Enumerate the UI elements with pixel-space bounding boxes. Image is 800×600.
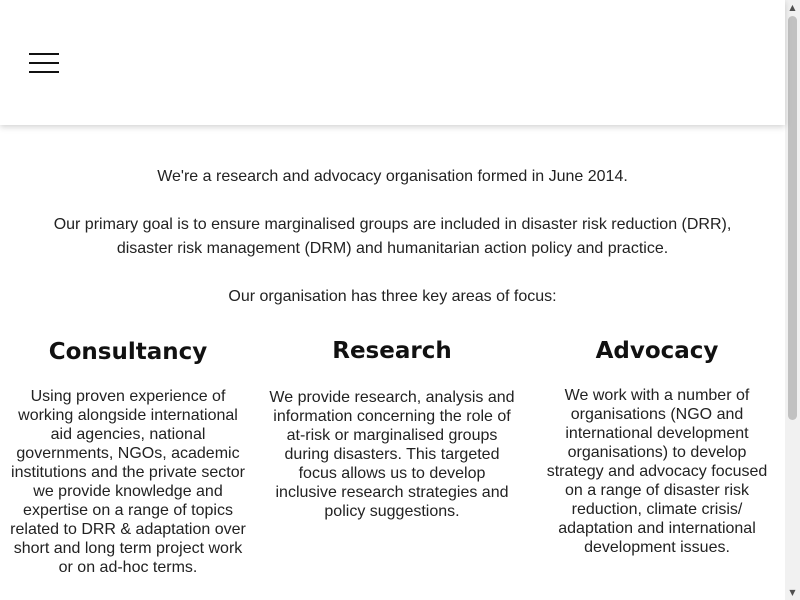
- main-content: [0, 125, 785, 600]
- intro-text: We're a research and advocacy organisation formed in June 2014.: [157, 168, 628, 185]
- description-line: policy suggestions.: [324, 503, 460, 520]
- description-line: governments, NGOs, academic: [16, 445, 240, 462]
- menu-bar-bottom: [29, 71, 59, 73]
- focus-intro-text: Our organisation has three key areas of focus:: [228, 288, 557, 305]
- area-description-advocacy: [532, 386, 782, 557]
- description-line: expertise on a range of topics: [23, 502, 233, 519]
- description-line: at-risk or marginalised groups: [286, 427, 498, 444]
- description-line: we provide knowledge and: [33, 483, 223, 500]
- hamburger-menu-icon[interactable]: [29, 53, 59, 73]
- arrow-down-icon[interactable]: ▼: [789, 588, 796, 597]
- description-line: We work with a number of: [564, 387, 750, 404]
- description-line: information concerning the role of: [273, 408, 511, 425]
- vertical-scrollbar[interactable]: [785, 0, 800, 600]
- description-line: working alongside international: [18, 407, 238, 424]
- description-line: reduction, climate crisis/: [571, 501, 743, 518]
- area-title-consultancy: Consultancy: [48, 339, 208, 365]
- area-advocacy: [532, 336, 782, 557]
- description-line: focus allows us to develop: [298, 465, 486, 482]
- site-header: [0, 0, 785, 125]
- description-line: strategy and advocacy focused: [546, 463, 768, 480]
- description-line: short and long term project work: [13, 540, 243, 557]
- description-line: inclusive research strategies and: [275, 484, 509, 501]
- scrollbar-thumb[interactable]: [788, 16, 797, 420]
- description-line: adaptation and international: [558, 520, 756, 537]
- goal-text-line-1: Our primary goal is to ensure marginalised groups are included in disaster risk reduction (DRR),: [53, 216, 732, 233]
- description-line: development issues.: [584, 539, 730, 556]
- description-line: or on ad-hoc terms.: [58, 559, 198, 576]
- area-title-advocacy: Advocacy: [595, 338, 719, 364]
- area-description-research: [267, 388, 517, 521]
- goal-text-line-2: disaster risk management (DRM) and humanitarian action policy and practice.: [116, 240, 669, 257]
- area-research: [267, 336, 517, 521]
- description-line: organisations (NGO and: [570, 406, 744, 423]
- description-line: institutions and the private sector: [11, 464, 245, 481]
- description-line: We provide research, analysis and: [269, 389, 515, 406]
- area-consultancy: [3, 337, 253, 577]
- description-line: during disasters. This targeted: [284, 446, 500, 463]
- menu-bar-middle: [29, 62, 59, 64]
- menu-bar-top: [29, 53, 59, 55]
- description-line: organisations) to develop: [567, 444, 747, 461]
- area-description-consultancy: [3, 387, 253, 577]
- arrow-up-icon[interactable]: ▲: [789, 3, 796, 12]
- description-line: international development: [565, 425, 749, 442]
- description-line: on a range of disaster risk: [564, 482, 750, 499]
- area-title-research: Research: [332, 338, 452, 364]
- description-line: Using proven experience of: [30, 388, 226, 405]
- description-line: aid agencies, national: [50, 426, 206, 443]
- description-line: related to DRR & adaptation over: [10, 521, 246, 538]
